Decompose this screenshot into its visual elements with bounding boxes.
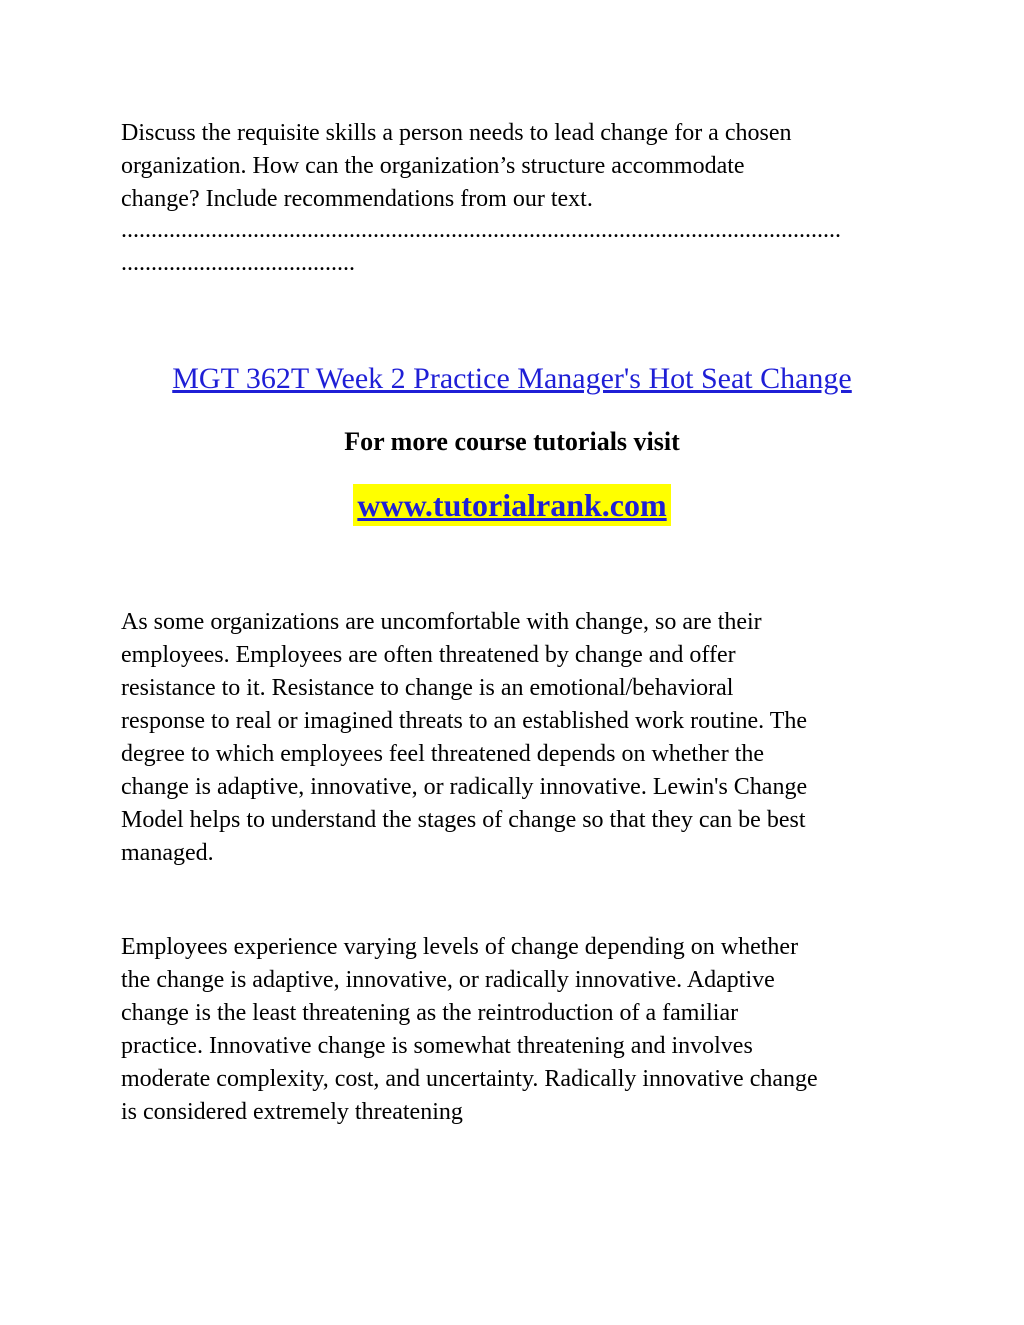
body-line: moderate complexity, cost, and uncertainty. Radically innovative change (121, 1066, 818, 1092)
body-line: change is the least threatening as the reintroduction of a familiar (121, 1000, 739, 1026)
site-link-wrapper (0, 484, 1024, 526)
body-line: change is adaptive, innovative, or radically innovative. Lewin's Change (121, 774, 808, 800)
more-tutorials-text: For more course tutorials visit (344, 427, 680, 456)
intro-line: change? Include recommendations from our text. (121, 186, 593, 212)
body-line: response to real or imagined threats to an established work routine. The (121, 708, 808, 734)
body-line: is considered extremely threatening (121, 1099, 463, 1125)
body-line: Model helps to understand the stages of change so that they can be best (121, 807, 806, 833)
body-line: resistance to it. Resistance to change is an emotional/behavioral (121, 675, 734, 701)
body-line: As some organizations are uncomfortable with change, so are their (121, 609, 762, 635)
dotted-separator: ........................................................................................................................ (121, 217, 841, 243)
site-link[interactable]: www.tutorialrank.com (353, 484, 670, 526)
dotted-separator: ....................................... (121, 250, 355, 276)
body-line: the change is adaptive, innovative, or radically innovative. Adaptive (121, 967, 775, 993)
body-paragraph-2 (121, 931, 911, 1129)
body-line: Employees experience varying levels of change depending on whether (121, 934, 799, 960)
intro-line: organization. How can the organization’s structure accommodate (121, 153, 745, 179)
body-paragraph-1 (121, 606, 911, 870)
intro-line: Discuss the requisite skills a person needs to lead change for a chosen (121, 120, 792, 146)
course-title-link[interactable]: MGT 362T Week 2 Practice Manager's Hot Seat Change (172, 362, 852, 395)
body-line: degree to which employees feel threatened depends on whether the (121, 741, 765, 767)
body-line: employees. Employees are often threatened by change and offer (121, 642, 736, 668)
body-line: managed. (121, 840, 214, 866)
body-line: practice. Innovative change is somewhat threatening and involves (121, 1033, 753, 1059)
intro-paragraph (121, 117, 911, 216)
